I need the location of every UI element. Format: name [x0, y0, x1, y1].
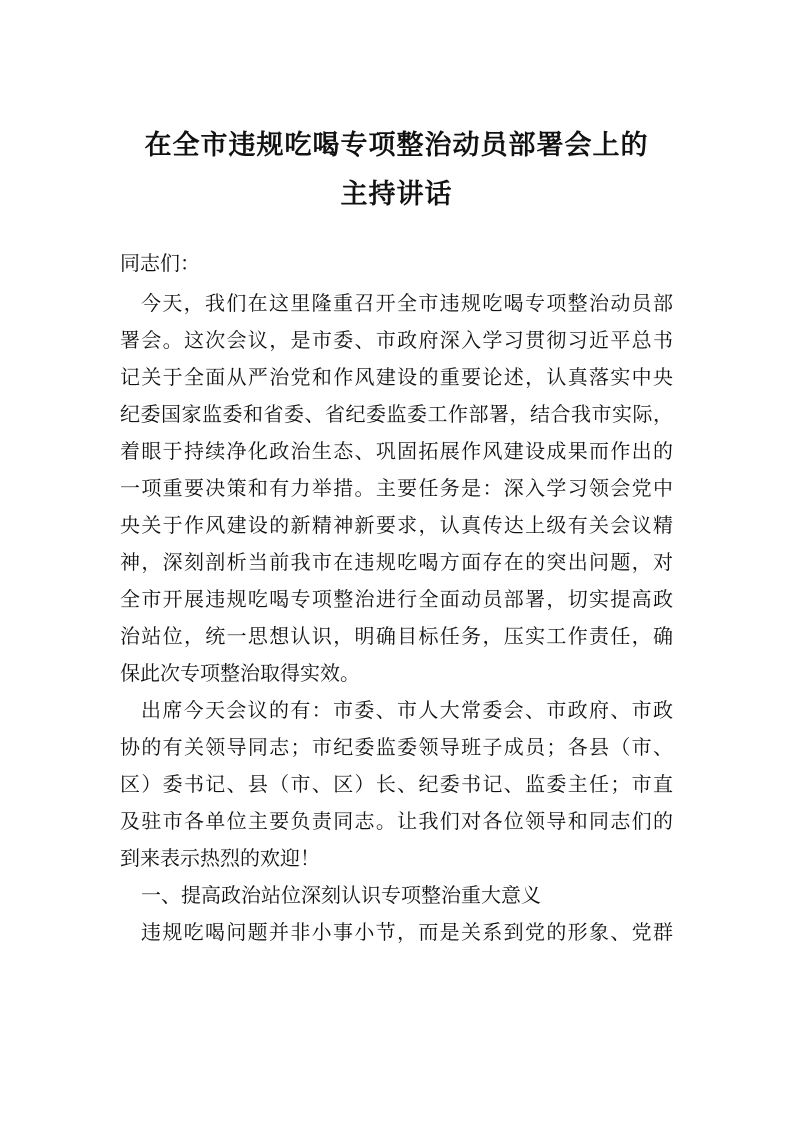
paragraph-1-line-2: 署会。这次会议，是市委、市政府深入学习贯彻习近平总书 [120, 328, 673, 352]
paragraph-2-line-5: 到来表示热烈的欢迎！ [120, 846, 320, 870]
paragraph-3-line-1: 违规吃喝问题并非小事小节，而是关系到党的形象、党群 [141, 920, 673, 944]
paragraph-1-line-11: 保此次专项整治取得实效。 [120, 661, 360, 685]
paragraph-2-line-4: 及驻市各单位主要负责同志。让我们对各位领导和同志们的 [120, 809, 673, 833]
document-title-line-2: 主持讲话 [340, 179, 453, 210]
paragraph-2-line-2: 协的有关领导同志；市纪委监委领导班子成员；各县（市、 [120, 735, 673, 759]
paragraph-2-line-1: 出席今天会议的有：市委、市人大常委会、市政府、市政 [141, 698, 673, 722]
paragraph-1-line-7: 央关于作风建设的新精神新要求，认真传达上级有关会议精 [120, 513, 673, 537]
paragraph-1-line-5: 着眼于持续净化政治生态、巩固拓展作风建设成果而作出的 [120, 439, 673, 463]
paragraph-1-line-8: 神，深刻剖析当前我市在违规吃喝方面存在的突出问题，对 [120, 550, 673, 574]
paragraph-2-line-3: 区）委书记、县（市、区）长、纪委书记、监委主任；市直 [120, 772, 673, 796]
paragraph-1-line-9: 全市开展违规吃喝专项整治进行全面动员部署，切实提高政 [120, 587, 673, 611]
paragraph-1-line-4: 纪委国家监委和省委、省纪委监委工作部署，结合我市实际， [120, 402, 673, 426]
paragraph-1-line-6: 一项重要决策和有力举措。主要任务是：深入学习领会党中 [120, 476, 673, 500]
paragraph-1-line-1: 今天，我们在这里隆重召开全市违规吃喝专项整治动员部 [141, 291, 673, 315]
paragraph-1-line-10: 治站位，统一思想认识，明确目标任务，压实工作责任，确 [120, 624, 673, 648]
salutation: 同志们： [120, 251, 200, 275]
document-title-line-1: 在全市违规吃喝专项整治动员部署会上的 [144, 130, 649, 161]
paragraph-1-line-3: 记关于全面从严治党和作风建设的重要论述，认真落实中央 [120, 365, 673, 389]
section-heading-1: 一、提高政治站位深刻认识专项整治重大意义 [141, 883, 541, 907]
